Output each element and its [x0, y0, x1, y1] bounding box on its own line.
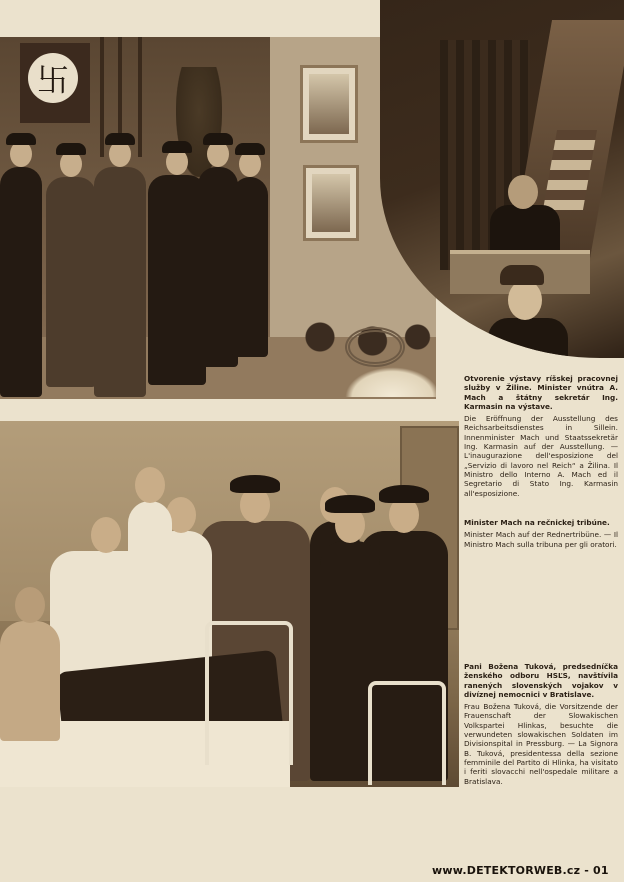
flagpole [100, 37, 104, 157]
banner [20, 43, 90, 123]
flagpole [138, 37, 142, 157]
patient [0, 621, 60, 741]
caption-text: Frau Božena Tuková, die Vorsitzende der Frauenschaft der Slowakischen Volkspartei Hlinkas, besuchte die verwundeten slowakischen Soldaten im Divisionspital in Pressburg. — La Signora B. Tuková, presidentessa della sezione femminile del Partito di Hlinka, ha visitato i feriti slovacchi nell'ospedale militare a Bratislava. [464, 702, 618, 786]
caption-exhibition [464, 374, 618, 498]
caption-title: Otvorenie výstavy ríšskej pracovnej služby v Žiline. Minister vnútra A. Mach a štátny sekretár Ing. Karmasin na výstave. [464, 374, 618, 411]
swastika-emblem-icon: 卐 [28, 53, 78, 103]
caption-hospital [464, 662, 618, 786]
tribune-photo [380, 0, 624, 358]
person [46, 177, 96, 387]
flowers [345, 367, 436, 397]
soldier [488, 318, 568, 358]
bed-rail [205, 621, 293, 765]
caption-title: Pani Božena Tuková, predsedníčka ženského odboru HSĽS, navštívila ranených slovenských vojakov v divíznej nemocnici v Bratislave. [464, 662, 618, 699]
caption-text: Minister Mach auf der Rednertribüne. — Il Ministro Mach sulla tribuna per gli oratori. [464, 530, 618, 549]
person [94, 167, 146, 397]
hospital-photo [0, 421, 459, 787]
poster [300, 65, 358, 143]
speaker-head [508, 175, 538, 209]
person [0, 167, 42, 397]
bed-rail [368, 681, 446, 785]
soldier-cap [500, 265, 544, 285]
website-footer: www.DETEKTORWEB.cz - 01 [432, 864, 609, 877]
caption-title: Minister Mach na rečnickej tribúne. [464, 518, 610, 527]
photo-credit: F STK [0, 767, 20, 775]
caption-text: Die Eröffnung der Ausstellung des Reichsarbeitsdienstes in Sillein. Innenminister Mach und Staatssekretär Ing. Karmasin auf der Ausstellung. — L'inaugurazione dell'esposizione del „Servizio di lavoro nel Reich“ a Žilina. Il Ministro dello Interno A. Mach ed il Segretario di Stato Ing. Karmasin all'esposizione. [464, 414, 618, 498]
exhibition-photo [0, 37, 436, 399]
poster [303, 165, 359, 241]
person [232, 177, 268, 357]
soldier-face [508, 280, 542, 320]
caption-tribune [464, 518, 618, 549]
